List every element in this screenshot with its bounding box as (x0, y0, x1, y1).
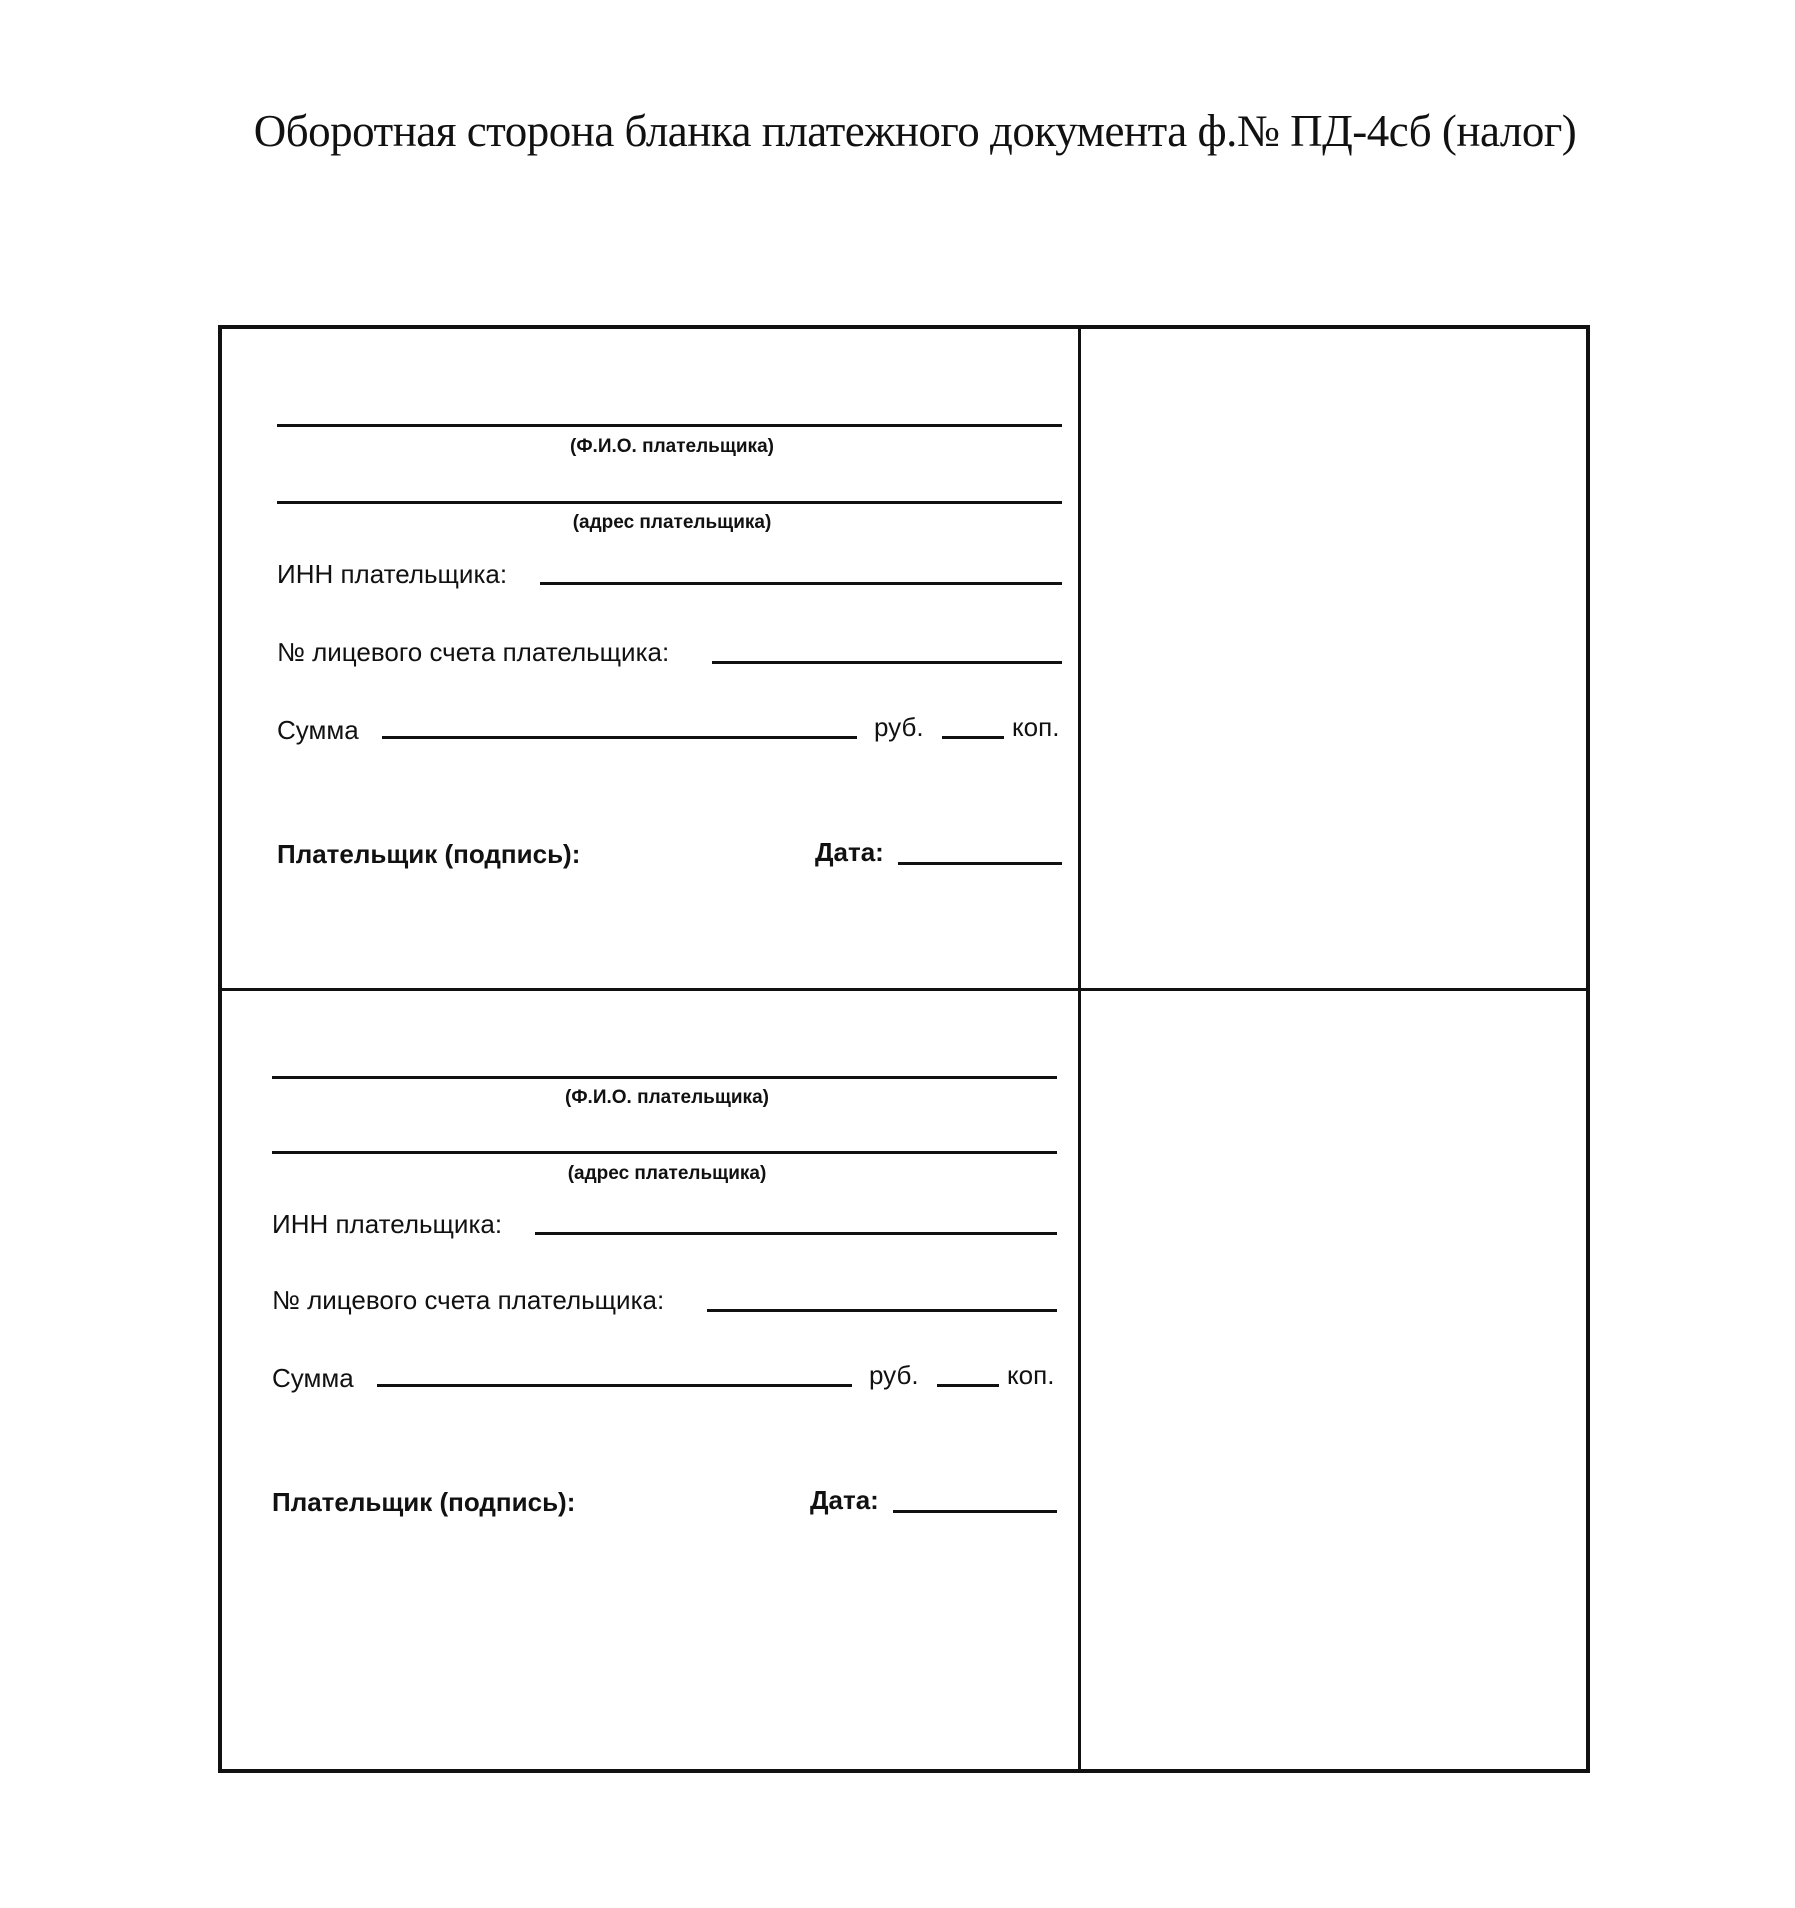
payment-form (218, 325, 1590, 1773)
address-line[interactable] (272, 1151, 1057, 1154)
date-label: Дата: (810, 1485, 879, 1515)
inn-label: ИНН плательщика: (277, 559, 508, 589)
address-caption: (адрес плательщика) (567, 1163, 767, 1184)
sum-rub-line[interactable] (382, 736, 857, 739)
account-label: № лицевого счета плательщика: (277, 637, 670, 667)
vertical-divider (1078, 329, 1081, 1769)
inn-line[interactable] (535, 1232, 1057, 1235)
rub-label: руб. (869, 1360, 919, 1390)
account-line[interactable] (707, 1309, 1057, 1312)
inn-line[interactable] (540, 582, 1062, 585)
fio-caption: (Ф.И.О. плательщика) (570, 436, 774, 457)
sum-label: Сумма (277, 715, 359, 745)
date-label: Дата: (815, 837, 884, 867)
account-line[interactable] (712, 661, 1062, 664)
sum-rub-line[interactable] (377, 1384, 852, 1387)
form-section-top (222, 329, 1078, 988)
fio-line[interactable] (272, 1076, 1057, 1079)
address-caption: (адрес плательщика) (572, 512, 772, 533)
horizontal-divider (222, 988, 1586, 991)
inn-label: ИНН плательщика: (272, 1209, 503, 1239)
sum-kop-line[interactable] (942, 736, 1004, 739)
signature-label: Плательщик (подпись): (272, 1487, 576, 1517)
sum-label: Сумма (272, 1363, 354, 1393)
kop-label: коп. (1012, 712, 1060, 742)
date-line[interactable] (893, 1510, 1057, 1513)
signature-label: Плательщик (подпись): (277, 839, 581, 869)
rub-label: руб. (874, 712, 924, 742)
fio-caption: (Ф.И.О. плательщика) (565, 1087, 769, 1108)
address-line[interactable] (277, 501, 1062, 504)
form-section-bottom (222, 991, 1078, 1773)
account-label: № лицевого счета плательщика: (272, 1285, 665, 1315)
document-title: Оборотная сторона бланка платежного документа ф.№ ПД-4сб (налог) (253, 106, 1577, 156)
date-line[interactable] (898, 862, 1062, 865)
fio-line[interactable] (277, 424, 1062, 427)
kop-label: коп. (1007, 1360, 1055, 1390)
sum-kop-line[interactable] (937, 1384, 999, 1387)
